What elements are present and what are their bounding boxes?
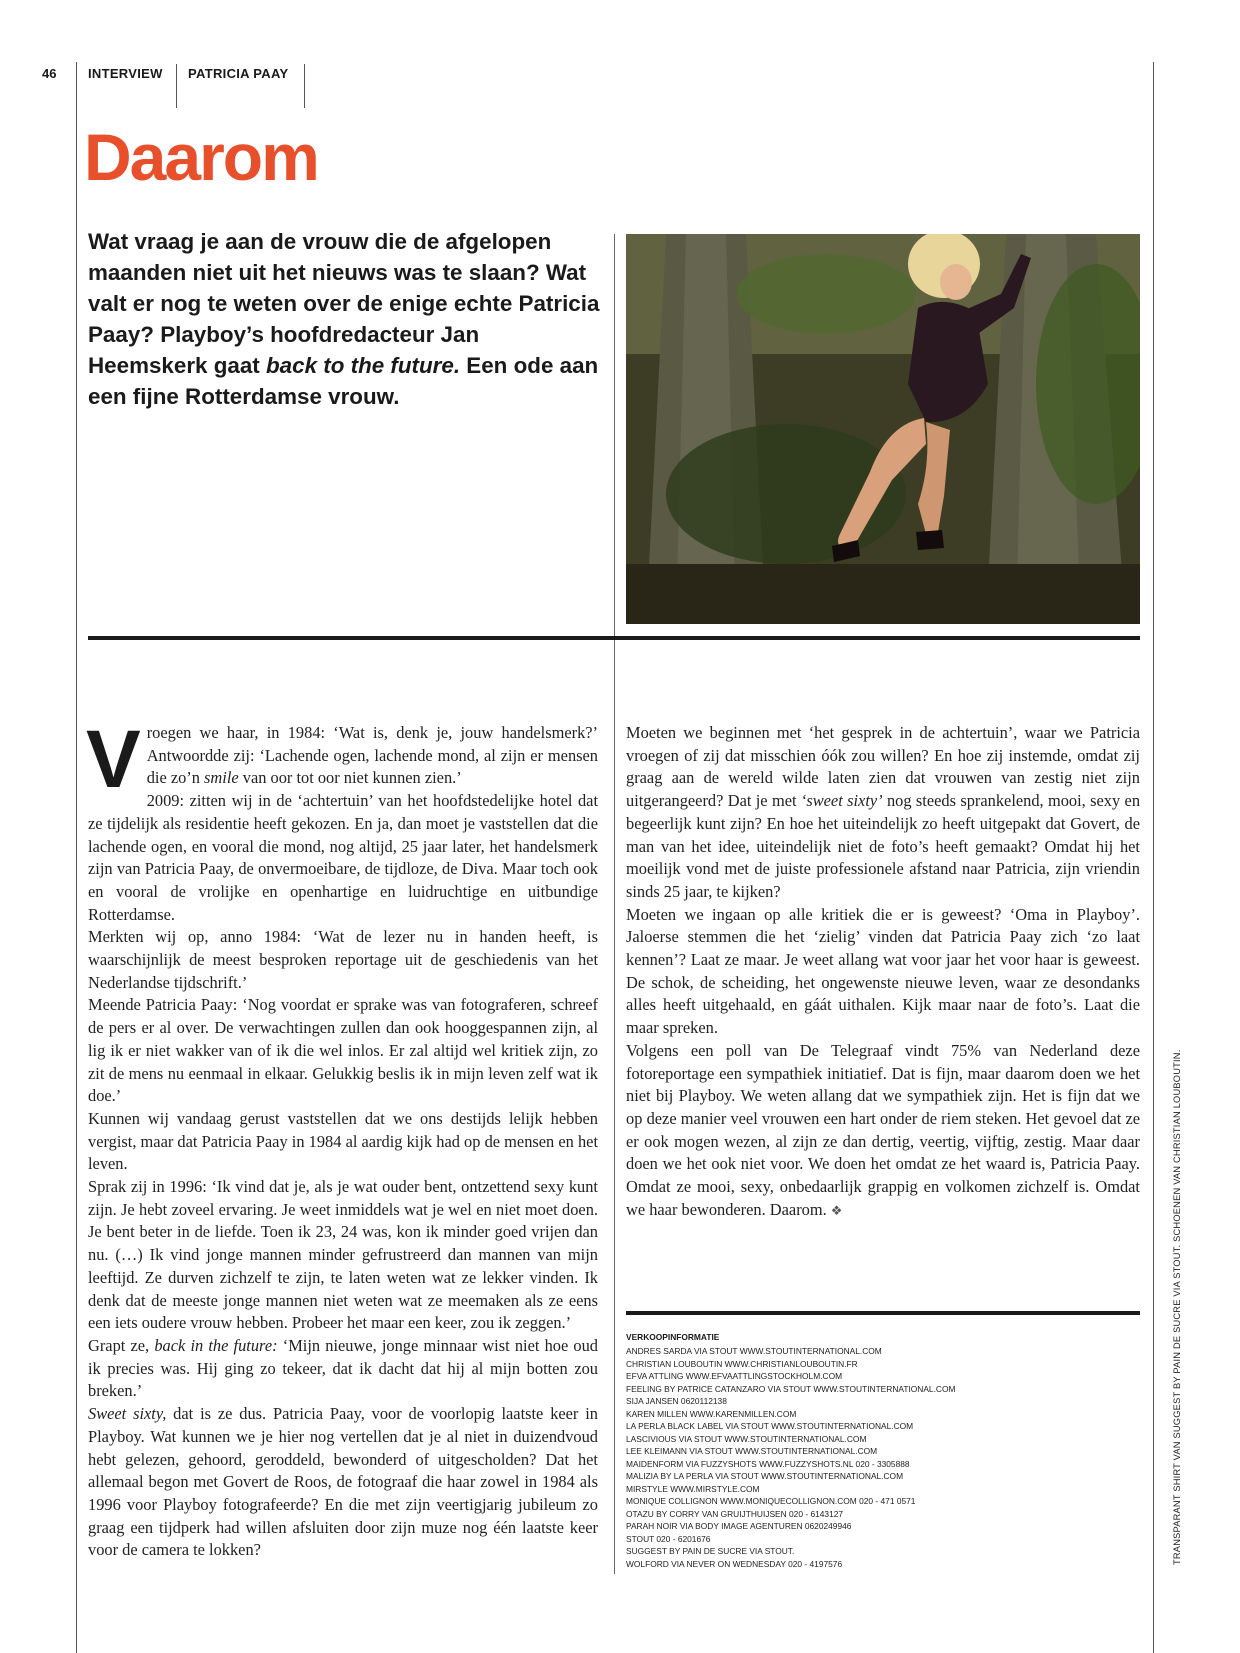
credit-line: SIJA JANSEN 0620112138	[626, 1396, 727, 1406]
credit-line: FEELING BY PATRICE CATANZARO VIA STOUT WWW.STOUTINTERNATIONAL.COM	[626, 1383, 956, 1394]
photo-illustration	[626, 234, 1140, 624]
column-divider	[614, 234, 615, 1574]
end-mark-icon: ❖	[830, 1202, 843, 1218]
paragraph: Moeten we ingaan op alle kritiek die er is geweest? ‘Oma in Playboy’. Jaloerse stemmen die het ‘zielig’ vinden dat Patricia Paay zich ‘zo laat kennen’? Laat ze maar. Je weet allang wat voor jaar het voor haar is geweest. De schok, de scheiding, het ongewenste nieuwe leven, waar ze desondanks alles heeft uitgehaald, en gáát uithalen. Kijk maar naar de foto’s. Laat die maar spreken.	[626, 904, 1140, 1038]
header-divider	[176, 64, 177, 108]
header-divider-2	[304, 64, 305, 108]
paragraph: Grapt ze, back in the future: ‘Mijn nieuwe, jonge minnaar wist niet hoe oud ik precies was. Hij ging zo tekeer, dat ik dacht dat hij al mijn botten zou breken.’	[88, 1335, 598, 1401]
credit-line: WOLFORD VIA NEVER ON WEDNESDAY 020 - 4197576	[626, 1558, 843, 1569]
article-column-1	[86, 714, 598, 1562]
credit-line: MAIDENFORM VIA FUZZYSHOTS WWW.FUZZYSHOTS.NL 020 - 3305888	[626, 1458, 910, 1469]
paragraph: Sprak zij in 1996: ‘Ik vind dat je, als je wat ouder bent, ontzettend sexy kunt zijn. Je hebt zoveel ervaring. Je weet inmiddels wat je wel en niet moet doen. Je bent beter in de liefde. Toen ik 23, 24 was, kon ik minder goed vrijen dan nu. (…) Ik vind jonge mannen minder gefrustreerd dan mannen van mijn leeftijd. Ze durven zichzelf te zijn, te laten weten wat ze lekker vinden. Ik denk dat de meeste jonge mannen niet weten wat ze meemaken als ze eens een iets oudere vrouw hebben. Probeer het maar een keer, zou ik zeggen.’	[88, 1177, 598, 1333]
article-title: Daarom	[84, 120, 318, 194]
credit-line: ANDRES SARDA VIA STOUT WWW.STOUTINTERNATIONAL.COM	[626, 1346, 882, 1356]
article-column-2	[626, 722, 1140, 1222]
credit-line: KAREN MILLEN WWW.KARENMILLEN.COM	[626, 1408, 797, 1419]
page-number: 46	[42, 66, 57, 81]
paragraph: 2009: zitten wij in de ‘achtertuin’ van het hoofdstedelijke hotel dat ze tijdelijk als residentie heeft gekozen. En ja, dan moet je vaststellen dat die lachende ogen, en vooral die mond, nog altijd, 25 jaar later, het handelsmerk zijn van Patricia Paay, de onvermoeibare, de tijdloze, de Diva. Maar toch ook en vooral de vrolijke en openhartige en luidruchtige en uitbundige Rotterdamse.	[88, 791, 598, 924]
subject-label: PATRICIA PAAY	[188, 66, 289, 81]
credit-line: CHRISTIAN LOUBOUTIN WWW.CHRISTIANLOUBOUTIN.FR	[626, 1358, 858, 1369]
credit-line: MALIZIA BY LA PERLA VIA STOUT WWW.STOUTINTERNATIONAL.COM	[626, 1471, 904, 1481]
credit-line: LEE KLEIMANN VIA STOUT WWW.STOUTINTERNATIONAL.COM	[626, 1446, 878, 1456]
right-margin-rule	[1153, 62, 1154, 1653]
credit-line: PARAH NOIR VIA BODY IMAGE AGENTUREN 0620249946	[626, 1521, 852, 1531]
credit-line: MONIQUE COLLIGNON WWW.MONIQUECOLLIGNON.COM 020 - 471 0571	[626, 1496, 916, 1506]
credit-line: MIRSTYLE WWW.MIRSTYLE.COM	[626, 1483, 760, 1494]
credit-line: STOUT 020 - 6201676	[626, 1533, 711, 1544]
photo-credit-vertical: TRANSPARANT SHIRT VAN SUGGEST BY PAIN DE SUCRE VIA STOUT. SCHOENEN VAN CHRISTIAN LOUBOUTIN.	[1172, 1049, 1182, 1565]
paragraph: Kunnen wij vandaag gerust vaststellen dat we ons destijds lelijk hebben vergist, maar dat Patricia Paay in 1984 al aardig kijk had op de mensen en het leven.	[88, 1108, 598, 1174]
credit-line: LASCIVIOUS VIA STOUT WWW.STOUTINTERNATIONAL.COM	[626, 1433, 867, 1444]
credits-rule	[626, 1311, 1140, 1315]
paragraph: Moeten we beginnen met ‘het gesprek in de achtertuin’, waar we Patricia vroegen of zij dat misschien óók zou willen? En hoe zij instemde, omdat zij graag aan de wereld wilde laten zien dat vrouwen van zestig niet zijn uitgerangeerd? Dat je met ‘sweet sixty’ nog steeds sprankelend, mooi, sexy en begeerlijk kunt zijn? En hoe het uiteindelijk zo heeft uitgepakt dat Govert, de man van het idee, uiteindelijk niet de foto’s heeft gemaakt? Omdat hij het moeilijk vond met de juiste professionele afstand naar Patricia, zijn vriendin sinds 25 jaar, te kijken?	[626, 723, 1141, 901]
standfirst: Wat vraag je aan de vrouw die de afgelopen maanden niet uit het nieuws was te slaan? Wat valt er nog te weten over de enige echte Patricia Paay? Playboy’s hoofdredacteur Jan Heemskerk gaat back to the future. Een ode aan een fijne Rotterdamse vrouw.	[88, 229, 600, 409]
credit-line: LA PERLA BLACK LABEL VIA STOUT WWW.STOUTINTERNATIONAL.COM	[626, 1421, 914, 1431]
credit-line: OTAZU BY CORRY VAN GRUIJTHUIJSEN 020 - 6143127	[626, 1508, 844, 1519]
paragraph: Meende Patricia Paay: ‘Nog voordat er sprake was van fotograferen, schreef de pers er al over. De verwachtingen zullen dan ook hooggespannen zijn, al lig ik er niet wakker van of ik die wel inlos. Er zal altijd wel kritiek zijn, zo zit de mens nu eenmaal in elkaar. Gelukkig beslis ik in mijn leven zelf wat ik doe.’	[88, 995, 598, 1106]
credits-title: VERKOOPINFORMATIE	[626, 1332, 720, 1342]
paragraph: Sweet sixty, dat is ze dus. Patricia Paay, voor de voorlopig laatste keer in Playboy. Wat kunnen we je hier nog vertellen dat je al niet in duizendvoud hebt gelezen, gehoord, geroddeld, bewonderd of uitgescholden? Dat het allemaal begon met Govert de Roos, de fotograaf die haar zowel in 1984 als 1996 voor Playboy fotografeerde? En die met zijn veertigjarig jubileum zo graag een tijdperk had willen afsluiten door zijn muze nog één laatste keer voor de camera te lokken?	[88, 1404, 598, 1560]
credit-line: EFVA ATTLING WWW.EFVAATTLINGSTOCKHOLM.COM	[626, 1371, 843, 1381]
article-photo	[626, 234, 1140, 624]
credits-list	[626, 1345, 955, 1570]
intro-rule	[88, 636, 1140, 640]
credit-line: SUGGEST BY PAIN DE SUCRE VIA STOUT.	[626, 1546, 795, 1556]
paragraph: Vroegen we haar, in 1984: ‘Wat is, denk je, jouw handelsmerk?’ Antwoordde zij: ‘Lachende ogen, lachende mond, al zijn er mensen die zo’n smile van oor tot oor niet kunnen zien.’	[86, 714, 598, 805]
paragraph: Volgens een poll van De Telegraaf vindt 75% van Nederland deze fotoreportage een sympathiek initiatief. Dat is fijn, maar daarom doen we het niet bij Playboy. We weten allang dat we sympathiek zijn. Het is fijn dat we op deze manier veel vrouwen een hart onder de riem steken. Het gevoel dat ze er ook mogen wezen, al zijn ze dan dertig, veertig, vijftig, zestig. Maar daar doen we het ook niet voor. We doen het omdat ze het waard is, Patricia Paay. Omdat ze mooi, sexy, onbedaarlijk grappig en volkomen zichzelf is. Omdat we haar bewonderen. Daarom. ❖	[626, 1040, 1140, 1219]
paragraph: Merkten wij op, anno 1984: ‘Wat de lezer nu in handen heeft, is waarschijnlijk de meest besproken reportage uit de geschiedenis van het Nederlandse tijdschrift.’	[88, 927, 598, 992]
section-label: INTERVIEW	[88, 66, 163, 81]
drop-cap: V	[86, 714, 141, 805]
left-margin-rule	[76, 62, 77, 1653]
